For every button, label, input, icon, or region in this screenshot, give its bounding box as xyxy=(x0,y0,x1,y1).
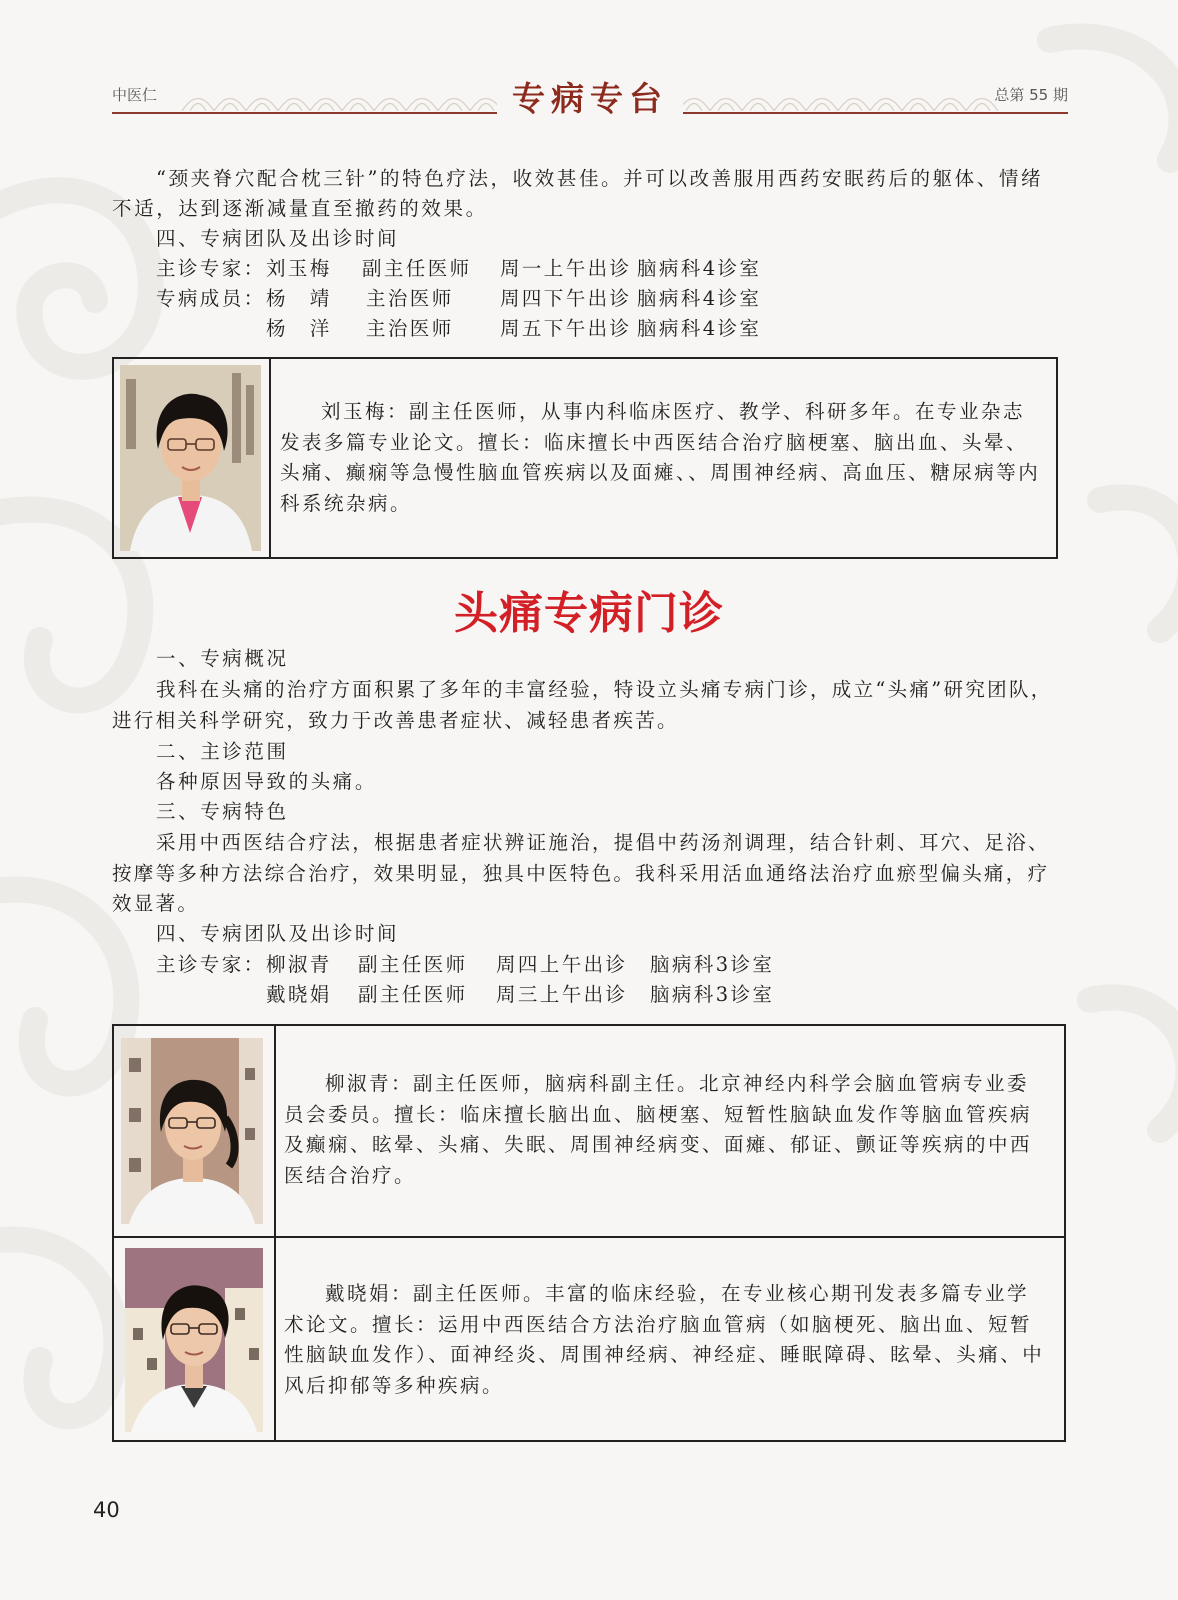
header-issue-number: 总第 55 期 xyxy=(994,86,1068,104)
section-heading-team: 四、专病团队及出诊时间 xyxy=(156,922,400,945)
schedule-doctor-name: 刘玉梅 xyxy=(266,257,332,280)
doctor-photo xyxy=(125,1248,263,1432)
schedule-role: 主诊专家： xyxy=(156,953,266,976)
doctor-photo-cell xyxy=(114,1238,276,1440)
schedule-doctor-name: 杨 靖 xyxy=(266,287,332,310)
section-paragraph-overview: 我科在头痛的治疗方面积累了多年的丰富经验，特设立头痛专病门诊，成立“头痛”研究团队，进行相关科学研究，致力于改善患者症状、减轻患者疾苦。 xyxy=(112,678,1053,732)
doctor-photo-cell xyxy=(114,359,271,557)
section-heading-overview: 一、专病概况 xyxy=(156,647,289,670)
doctor-photo xyxy=(120,365,261,551)
schedule-time: 周一上午出诊 xyxy=(500,257,632,280)
schedule-room: 脑病科3诊室 xyxy=(650,953,775,976)
schedule-room: 脑病科4诊室 xyxy=(637,287,762,310)
schedule-room: 脑病科3诊室 xyxy=(650,983,775,1006)
header-cloud-pattern-left xyxy=(182,78,502,111)
doctor-photo-cell xyxy=(114,1026,276,1236)
doctor-bio-row xyxy=(114,1238,1064,1440)
schedule-doctor-title: 副主任医师 xyxy=(358,983,468,1006)
doctor-bio-row xyxy=(114,1026,1064,1238)
doctor-bio-text: 戴晓娟：副主任医师。丰富的临床经验，在专业核心期刊发表多篇专业学术论文。擅长：运用中西医结合方法治疗脑血管病（如脑梗死、脑出血、短暂性脑缺血发作）、面神经炎、周围神经病、神经症、睡眠障碍、眩晕、头痛、中风后抑郁等多种疾病。 xyxy=(284,1282,1045,1397)
doctor-bio-table xyxy=(112,1024,1066,1442)
schedule-role: 专病成员： xyxy=(156,287,266,310)
schedule-role: 主诊专家： xyxy=(156,257,266,280)
schedule-time: 周三上午出诊 xyxy=(496,983,628,1006)
schedule-doctor-name: 戴晓娟 xyxy=(266,983,332,1006)
page-header xyxy=(112,78,1068,128)
section-paragraph-features: 采用中西医结合疗法，根据患者症状辨证施治，提倡中药汤剂调理，结合针刺、耳穴、足浴、按摩等多种方法综合治疗，效果明显，独具中医特色。我科采用活血通络法治疗血瘀型偏头痛，疗效显著。 xyxy=(112,831,1050,915)
intro-line-1: “颈夹脊穴配合枕三针”的特色疗法，收效甚佳。并可以改善服用西药安眠药后的躯体、情绪 xyxy=(156,167,1044,190)
doctor-bio-text: 柳淑青：副主任医师，脑病科副主任。北京神经内科学会脑血管病专业委员会委员。擅长：临床擅长脑出血、脑梗塞、短暂性脑缺血发作等脑血管疾病及癫痫、眩晕、头痛、失眠、周围神经病变、面瘫、郁证、颤证等疾病的中西医结合治疗。 xyxy=(284,1072,1033,1187)
intro-line-2: 不适，达到逐渐减量直至撤药的效果。 xyxy=(112,197,488,220)
header-section-title: 专病专台 xyxy=(497,76,683,122)
section-heading-scope: 二、主诊范围 xyxy=(156,740,289,763)
section-heading-features: 三、专病特色 xyxy=(156,800,289,823)
schedule-time: 周五下午出诊 xyxy=(500,317,632,340)
header-magazine-name: 中医仁 xyxy=(112,86,158,104)
doctor-photo xyxy=(121,1038,263,1224)
section-paragraph-scope: 各种原因导致的头痛。 xyxy=(156,770,378,793)
schedule-doctor-title: 主治医师 xyxy=(366,287,454,310)
header-cloud-pattern-right xyxy=(678,78,998,111)
schedule-time: 周四下午出诊 xyxy=(500,287,632,310)
schedule-room: 脑病科4诊室 xyxy=(637,317,762,340)
section-title: 头痛专病门诊 xyxy=(454,588,724,639)
schedule-doctor-title: 副主任医师 xyxy=(358,953,468,976)
schedule-doctor-name: 杨 洋 xyxy=(266,317,332,340)
schedule-doctor-name: 柳淑青 xyxy=(266,953,332,976)
schedule-time: 周四上午出诊 xyxy=(496,953,628,976)
page-number: 40 xyxy=(93,1498,120,1522)
schedule-doctor-title: 主治医师 xyxy=(366,317,454,340)
team1-heading: 四、专病团队及出诊时间 xyxy=(156,227,400,250)
doctor-bio-text: 刘玉梅：副主任医师，从事内科临床医疗、教学、科研多年。在专业杂志发表多篇专业论文。擅长：临床擅长中西医结合治疗脑梗塞、脑出血、头晕、头痛、癫痫等急慢性脑血管疾病以及面瘫、、周围神经病、高血压、糖尿病等内科系统杂病。 xyxy=(280,400,1041,515)
schedule-room: 脑病科4诊室 xyxy=(637,257,762,280)
schedule-doctor-title: 副主任医师 xyxy=(362,257,472,280)
doctor-bio-box xyxy=(112,357,1058,559)
